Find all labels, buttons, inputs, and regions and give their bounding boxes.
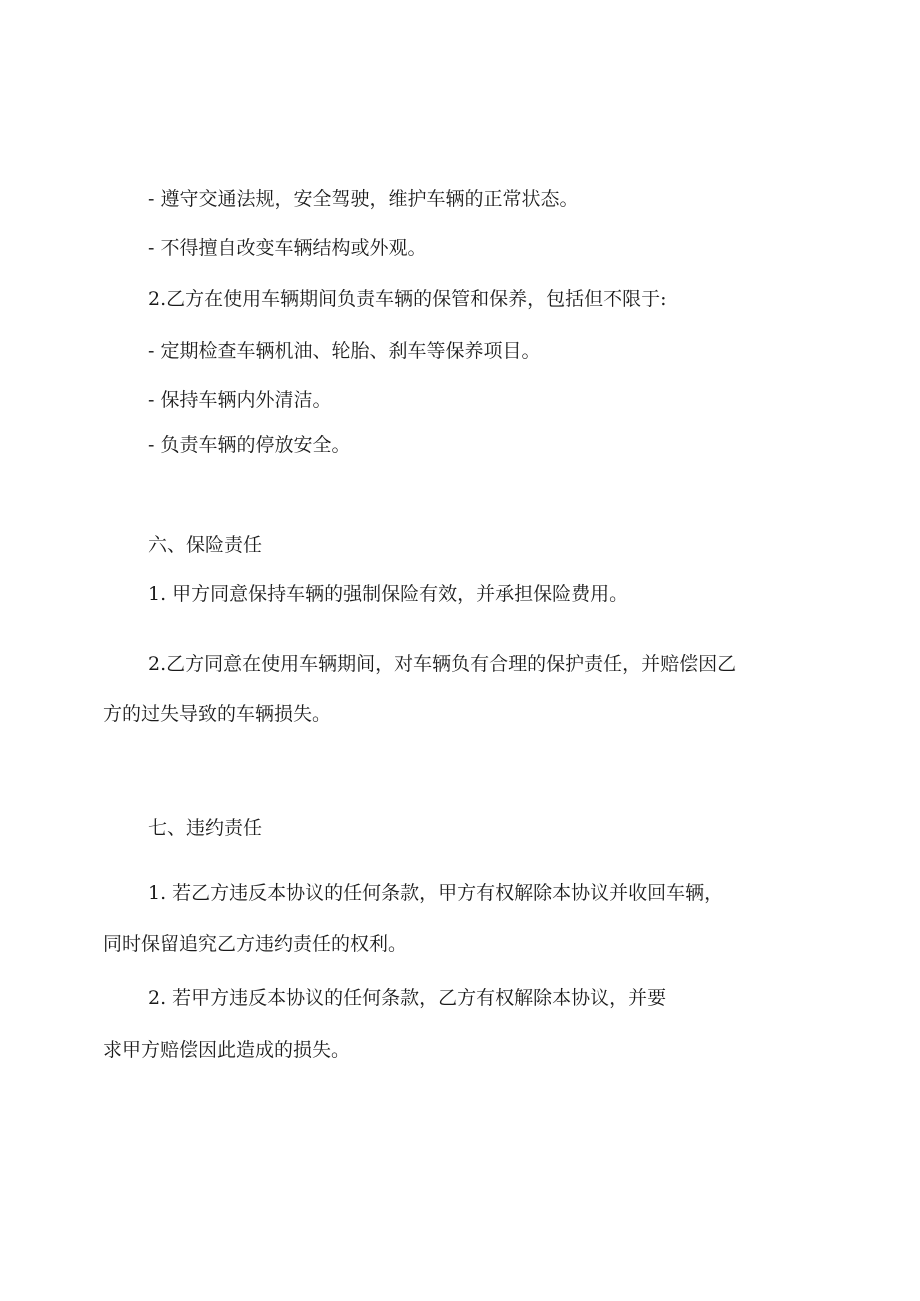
list-item: - 遵守交通法规，安全驾驶，维护车辆的正常状态。	[148, 188, 579, 210]
clause-text: 1. 若乙方违反本协议的任何条款，甲方有权解除本协议并收回车辆，	[148, 882, 724, 904]
clause-text: 2.乙方在使用车辆期间负责车辆的保管和保养，包括但不限于:	[148, 288, 667, 310]
list-item: - 负责车辆的停放安全。	[148, 434, 351, 456]
section-heading: 七、违约责任	[148, 817, 263, 839]
list-item: - 不得擅自改变车辆结构或外观。	[148, 237, 427, 259]
list-item: - 定期检查车辆机油、轮胎、刹车等保养项目。	[148, 340, 541, 362]
section-heading: 六、保险责任	[148, 534, 263, 556]
clause-text: 1. 甲方同意保持车辆的强制保险有效，并承担保险费用。	[148, 583, 629, 605]
clause-text: 方的过失导致的车辆损失。	[103, 703, 332, 725]
clause-text: 2.乙方同意在使用车辆期间，对车辆负有合理的保护责任，并赔偿因乙	[148, 653, 737, 675]
list-item: - 保持车辆内外清洁。	[148, 389, 332, 411]
clause-text: 求甲方赔偿因此造成的损失。	[103, 1039, 351, 1061]
clause-text: 同时保留追究乙方违约责任的权利。	[103, 933, 408, 955]
clause-text: 2. 若甲方违反本协议的任何条款，乙方有权解除本协议，并要	[148, 987, 667, 1009]
